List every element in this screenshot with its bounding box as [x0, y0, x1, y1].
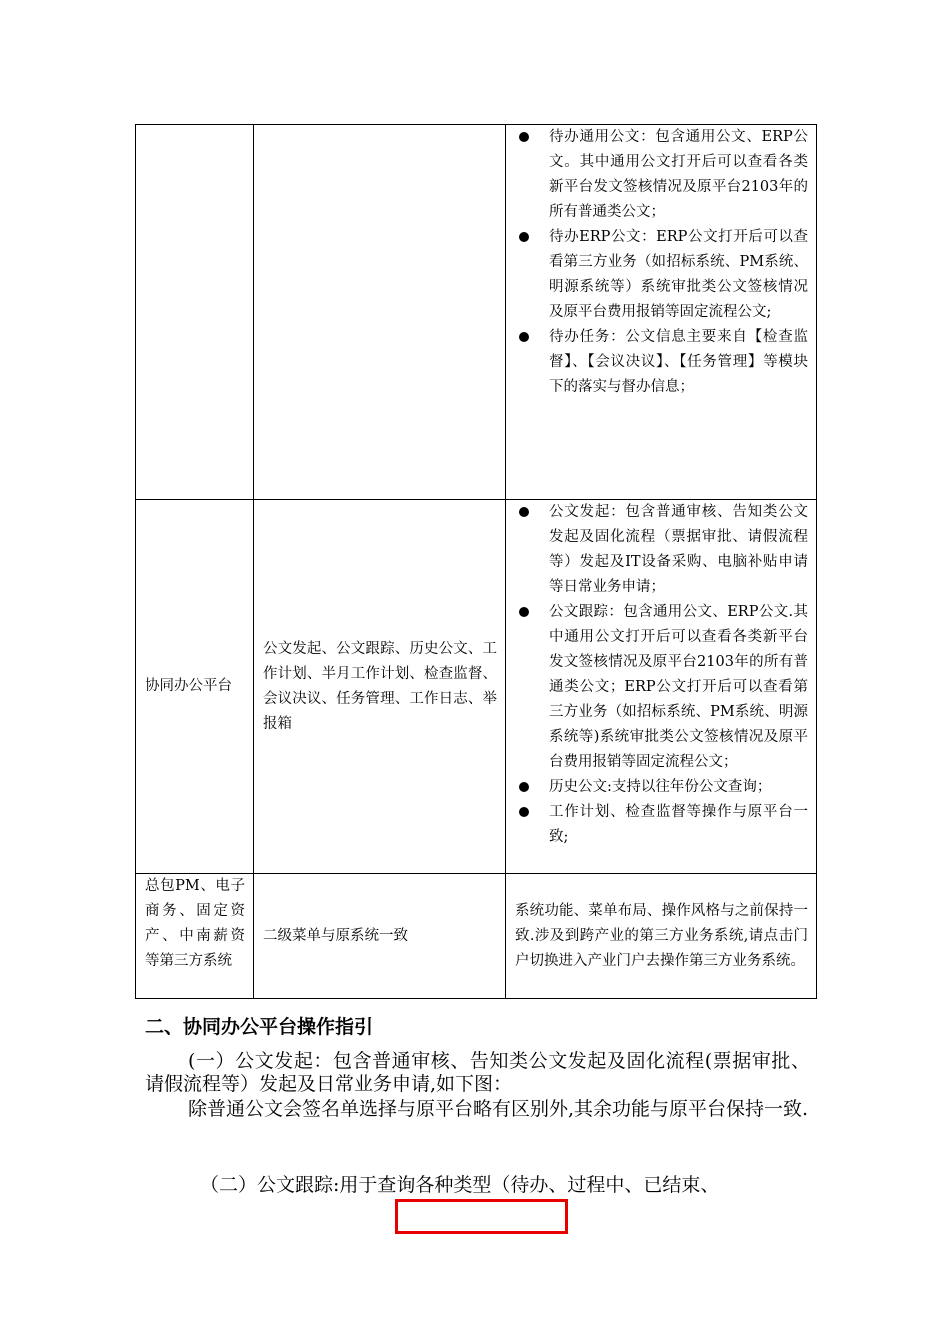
menus-cell: 公文发起、公文跟踪、历史公文、工作计划、半月工作计划、检查监督、会议决议、任务管理、工作日志、举报箱: [254, 500, 506, 874]
table-row: [136, 125, 817, 500]
platform-cell: 总包PM、电子商务、固定资产、中南薪资等第三方系统: [136, 874, 254, 999]
table-row: [136, 500, 817, 874]
highlight-box: [395, 1199, 568, 1234]
list-item: 待办任务：公文信息主要来自【检查监督】、【会议决议】、【任务管理】等模块下的落实与督办信息；: [516, 325, 808, 400]
paragraph: (一）公文发起：包含普通审核、告知类公文发起及固化流程(票据审批、请假流程等）发起及日常业务申请,如下图：: [145, 1050, 810, 1095]
features-cell: [506, 500, 817, 874]
table-row: [136, 874, 817, 999]
list-item: 公文发起：包含普通审核、告知类公文发起及固化流程（票据审批、请假流程等）发起及IT设备采购、电脑补贴申请等日常业务申请；: [516, 500, 808, 600]
list-item: 公文跟踪：包含通用公文、ERP公文.其中通用公文打开后可以查看各类新平台发文签核情况及原平台2103年的所有普通类公文；ERP公文打开后可以查看第三方业务（如招标系统、PM系统、明源系统等)系统审批类公文签核情况及原平台费用报销等固定流程公文；: [516, 600, 808, 775]
menus-cell: 二级菜单与原系统一致: [254, 874, 506, 999]
list-item: 工作计划、检查监督等操作与原平台一致;: [516, 800, 808, 850]
bullet-list: [506, 500, 816, 850]
bullet-list: [506, 125, 816, 400]
menus-cell: [254, 125, 506, 500]
platform-cell: [136, 125, 254, 500]
list-item: 待办通用公文：包含通用公文、ERP公文。其中通用公文打开后可以查看各类新平台发文签核情况及原平台2103年的所有普通类公文；: [516, 125, 808, 225]
section-heading: 二、协同办公平台操作指引: [145, 1016, 374, 1038]
description-cell: 系统功能、菜单布局、操作风格与之前保持一致.涉及到跨产业的第三方业务系统,请点击门户切换进入产业门户去操作第三方业务系统。: [506, 874, 817, 999]
feature-table: [135, 124, 817, 999]
paragraph: （二）公文跟踪:用于查询各种类型（待办、过程中、已结束、: [200, 1174, 720, 1196]
platform-cell: 协同办公平台: [136, 500, 254, 874]
list-item: 待办ERP公文：ERP公文打开后可以查看第三方业务（如招标系统、PM系统、明源系统等）系统审批类公文签核情况及原平台费用报销等固定流程公文;: [516, 225, 808, 325]
list-item: 历史公文:支持以往年份公文查询；: [516, 775, 808, 800]
features-cell: [506, 125, 817, 500]
paragraph: 除普通公文会签名单选择与原平台略有区别外,其余功能与原平台保持一致.: [188, 1098, 809, 1120]
